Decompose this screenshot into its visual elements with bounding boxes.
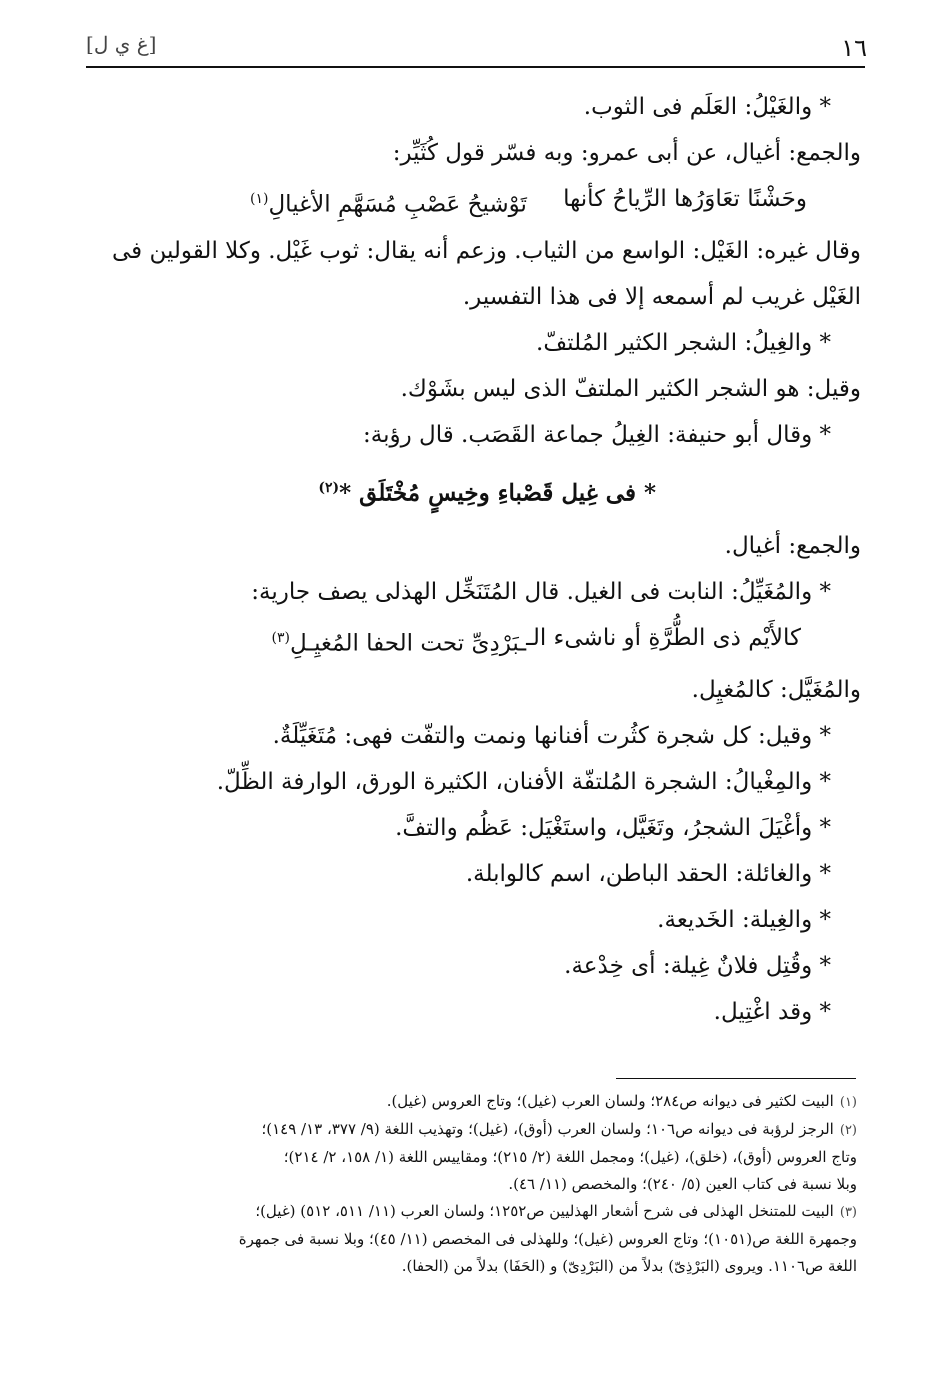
- footnote-mark: (٣): [839, 1205, 857, 1220]
- footnote-3: [80, 1198, 857, 1226]
- text-line: * وقال أبو حنيفة: الغِيلُ جماعة القَصَب. قال رؤبة:: [362, 421, 831, 448]
- page-number: ١٦: [841, 34, 867, 62]
- footnote-mark: (١): [839, 1095, 857, 1110]
- footnote-2-cont: وتاج العروس (أوق)، (خلق)، (غيل)؛ ومجمل اللغة (٢/ ٢١٥)؛ ومقاييس اللغة (١/ ١٥٨، ٢/ ٢١٤)؛: [283, 1148, 857, 1166]
- text-line: * وقُتِل فلانٌ غِيلة: أى خِدْعة.: [564, 952, 831, 979]
- text-line: الغَيْل غريب لم أسمعه إلا فى هذا التفسير.: [462, 283, 861, 310]
- header-rule: [86, 66, 865, 68]
- text-line: * والمُغَيِّلُ: النابت فى الغيل. قال المُتَنَخِّل الهذلى يصف جارية:: [251, 579, 831, 606]
- root-letters-header: [غ ي ل]: [86, 32, 157, 56]
- footnote-2-cont: وبلا نسبة فى كتاب العين (٥/ ٢٤٠)؛ والمخصص (١١/ ٤٦).: [508, 1175, 857, 1193]
- verse-hemistich-left: [271, 615, 526, 667]
- text-line: * والغَيْلُ: العَلَم فى الثوب.: [583, 94, 831, 120]
- verse-hemistich-right: وحَشْنًا تعَاوَرُها الرِّياحُ كأنها: [563, 186, 807, 212]
- text-line: * والغِيلُ: الشجر الكثير المُلتفّ.: [536, 329, 831, 356]
- main-text: [80, 84, 861, 1035]
- verse-hemistich-text: ـبَرْدِىِّ تحت الحفا المُغيِـلِ: [289, 630, 527, 657]
- verse-hemistich-left: [250, 176, 527, 228]
- verse-couplet-2: [80, 615, 861, 667]
- verse-couplet-1: [80, 176, 861, 228]
- text-line: والجمع: أغيال، عن أبى عمرو: وبه فسّر قول كُثَيِّر:: [392, 140, 861, 166]
- footnote-mark: (٢): [839, 1123, 857, 1138]
- footnotes: [80, 1088, 857, 1280]
- text-line: والجمع: أغيال.: [724, 533, 861, 560]
- text-line: * والغِيلة: الخَديعة.: [657, 906, 831, 933]
- footnote-ref: (٢): [318, 479, 340, 496]
- text-line: * والمِغْيالُ: الشجرة المُلتفّة الأفنان، الكثيرة الورق، الوارفة الظِّلّ.: [216, 768, 831, 795]
- footnote-3-cont: اللغة ص١١٠٦. ويروى (البَرْذِىّ) بدلاً من (البَرْدِىّ) و (الحَفَا) بدلاً من (الحفا).: [401, 1257, 857, 1275]
- text-line: * وقيل: كل شجرة كثُرت أفنانها ونمت والتفّت فهى: مُتَغَيِّلَةٌ.: [272, 722, 831, 749]
- footnote-ref: (١): [250, 191, 269, 207]
- verse-text: * فى غِيل قَصْباءِ وخِيسٍ مُخْتَلَق *: [339, 479, 656, 507]
- footnote-rule: [616, 1078, 856, 1079]
- verse-rajaz: [80, 458, 861, 524]
- text-line: وقال غيره: الغَيْل: الواسع من الثياب. وزعم أنه يقال: ثوب غَيْل. وكلا القولين فى: [111, 237, 861, 264]
- footnote-text: الرجز لرؤبة فى ديوانه ص١٠٦؛ ولسان العرب (أوق)، (غيل)؛ وتهذيب اللغة (٩/ ٣٧٧، ١٣/ ١٤٩)؛: [261, 1120, 834, 1138]
- text-line: * والغائلة: الحقد الباطن، اسم كالوابلة.: [465, 860, 831, 887]
- footnote-1: [80, 1088, 857, 1116]
- footnote-text: البيت لكثير فى ديوانه ص٢٨٤؛ ولسان العرب (غيل)؛ وتاج العروس (غيل).: [386, 1092, 834, 1110]
- text-line: * وأغْيَلَ الشجرُ، وتَغَيَّل، واستَغْيَل: عَظُم والتفَّ.: [395, 814, 831, 841]
- footnote-3-cont: وجمهرة اللغة ص(١٠٥١)؛ وتاج العروس (غيل)؛ وللهذلى فى المخصص (١١/ ٤٥)؛ وبلا نسبة فى جمهرة: [238, 1230, 857, 1248]
- text-line: * وقد اغْتِيل.: [713, 998, 831, 1025]
- verse-hemistich-text: تَوْشيحُ عَصْبِ مُسَهَّمِ الأغيالِ: [268, 191, 527, 218]
- footnote-text: البيت للمتنخل الهذلى فى شرح أشعار الهذليين ص١٢٥٢؛ ولسان العرب (١١/ ٥١١، ٥١٢) (غيل)؛: [255, 1202, 834, 1220]
- verse-hemistich-right: كالأَيْم ذى الطُّرَّةِ أو ناشىء الـ: [526, 625, 801, 652]
- text-line: والمُغَيَّل: كالمُغيِل.: [691, 676, 861, 703]
- text-line: وقيل: هو الشجر الكثير الملتفّ الذى ليس بشَوْك.: [400, 375, 861, 402]
- footnote-2: [80, 1116, 857, 1144]
- footnote-ref: (٣): [271, 630, 290, 647]
